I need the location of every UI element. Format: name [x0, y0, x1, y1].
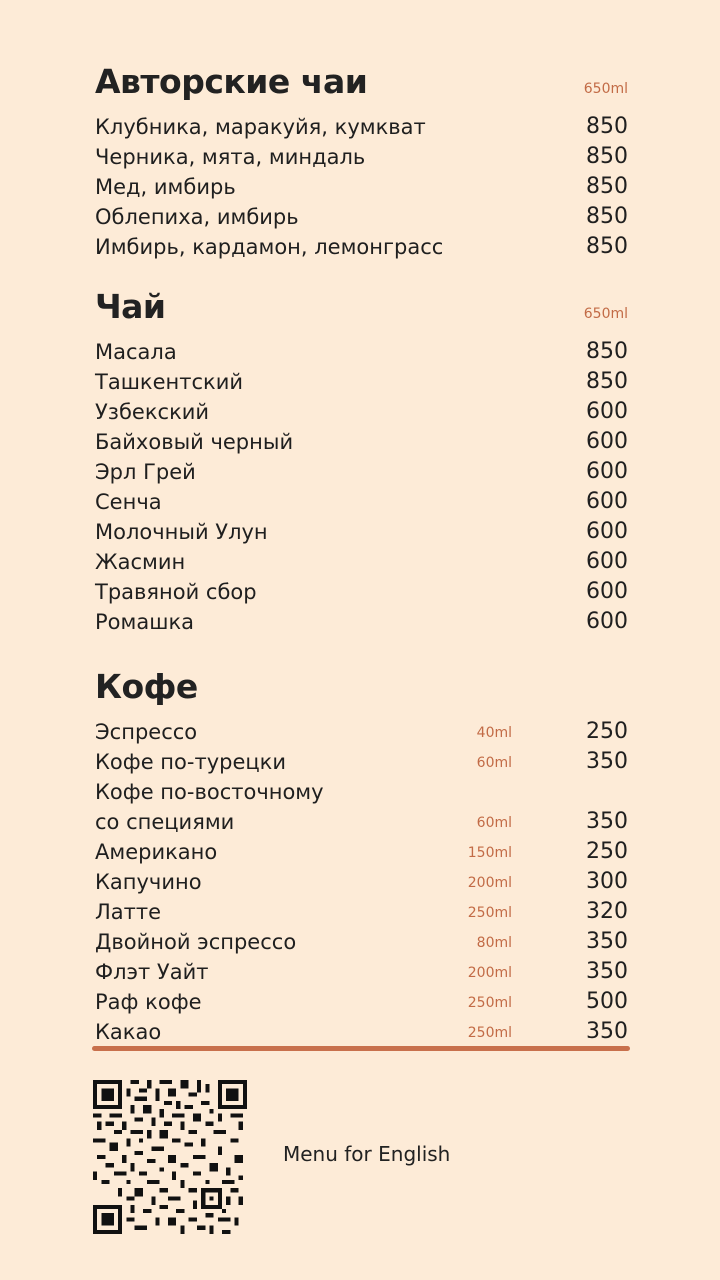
qr-code-icon[interactable]: [93, 1080, 247, 1234]
item-price: 850: [586, 369, 628, 394]
menu-item: [95, 747, 628, 777]
menu-item: [95, 607, 628, 637]
item-name: Клубника, маракуйя, кумкват: [95, 115, 426, 139]
item-name: Эспрессо: [95, 720, 198, 744]
item-volume: 150ml: [467, 845, 512, 861]
item-price: 850: [586, 204, 628, 229]
item-price: 350: [586, 1019, 628, 1044]
item-name: со специями: [95, 810, 235, 834]
menu-item: [95, 837, 628, 867]
item-name: Какао: [95, 1020, 162, 1044]
menu-item: [95, 487, 628, 517]
item-name: Имбирь, кардамон, лемонграсс: [95, 235, 444, 259]
item-price: 850: [586, 234, 628, 259]
item-volume: 250ml: [467, 995, 512, 1011]
item-price: 600: [586, 489, 628, 514]
menu-item: [95, 577, 628, 607]
item-volume: 200ml: [467, 965, 512, 981]
item-price: 850: [586, 174, 628, 199]
menu-item: [95, 897, 628, 927]
section-volume: 650ml: [583, 81, 628, 97]
section-volume: 650ml: [583, 306, 628, 322]
menu-item: [95, 172, 628, 202]
item-name: Капучино: [95, 870, 202, 894]
item-name: Молочный Улун: [95, 520, 268, 544]
item-price: 600: [586, 459, 628, 484]
item-price: 250: [586, 839, 628, 864]
menu-item: [95, 927, 628, 957]
item-name: Американо: [95, 840, 218, 864]
item-name: Узбекский: [95, 400, 210, 424]
menu-item: [95, 427, 628, 457]
item-price: 600: [586, 399, 628, 424]
menu-item: [95, 957, 628, 987]
item-price: 600: [586, 549, 628, 574]
menu-item: [95, 547, 628, 577]
menu-item: [95, 717, 628, 747]
item-price: 350: [586, 959, 628, 984]
item-name: Эрл Грей: [95, 460, 196, 484]
item-price: 350: [586, 809, 628, 834]
item-price: 600: [586, 609, 628, 634]
item-price: 600: [586, 429, 628, 454]
section-coffee: [95, 667, 628, 1047]
item-name: Байховый черный: [95, 430, 294, 454]
item-name: Сенча: [95, 490, 162, 514]
menu-item: [95, 112, 628, 142]
menu-item: [95, 987, 628, 1017]
item-volume: 250ml: [467, 1025, 512, 1041]
menu: [95, 62, 628, 1047]
item-name: Кофе по-восточному: [95, 780, 324, 804]
item-volume: 200ml: [467, 875, 512, 891]
section-title: Чай: [95, 287, 166, 326]
menu-item: [95, 807, 628, 837]
menu-item: [95, 142, 628, 172]
section-title: Авторские чаи: [95, 62, 368, 101]
item-volume: 60ml: [476, 755, 512, 771]
section-title: Кофе: [95, 667, 198, 706]
item-price: 850: [586, 144, 628, 169]
menu-item: [95, 367, 628, 397]
item-volume: 40ml: [476, 725, 512, 741]
item-price: 320: [586, 899, 628, 924]
item-name: Ташкентский: [95, 370, 244, 394]
item-price: 850: [586, 114, 628, 139]
menu-item: [95, 232, 628, 262]
menu-item: [95, 202, 628, 232]
item-name: Масала: [95, 340, 177, 364]
item-name: Двойной эспрессо: [95, 930, 297, 954]
section-header: [95, 62, 628, 104]
qr-caption: Menu for English: [283, 1142, 451, 1166]
item-name: Флэт Уайт: [95, 960, 209, 984]
item-price: 300: [586, 869, 628, 894]
section-author-teas: [95, 62, 628, 262]
section-tea: [95, 287, 628, 637]
item-name: Жасмин: [95, 550, 186, 574]
item-name: Раф кофе: [95, 990, 202, 1014]
item-price: 600: [586, 519, 628, 544]
item-price: 500: [586, 989, 628, 1014]
item-name: Латте: [95, 900, 162, 924]
menu-item: [95, 397, 628, 427]
item-price: 600: [586, 579, 628, 604]
item-name: Кофе по-турецки: [95, 750, 286, 774]
item-volume: 60ml: [476, 815, 512, 831]
item-name: Облепиха, имбирь: [95, 205, 299, 229]
item-volume: 80ml: [476, 935, 512, 951]
item-name: Ромашка: [95, 610, 194, 634]
menu-item: [95, 517, 628, 547]
menu-item: [95, 777, 628, 807]
menu-item: [95, 337, 628, 367]
section-header: [95, 667, 628, 709]
item-price: 350: [586, 929, 628, 954]
menu-item: [95, 867, 628, 897]
item-name: Мед, имбирь: [95, 175, 236, 199]
item-volume: 250ml: [467, 905, 512, 921]
item-name: Травяной сбор: [95, 580, 257, 604]
menu-item: [95, 1017, 628, 1047]
item-name: Черника, мята, миндаль: [95, 145, 366, 169]
item-price: 350: [586, 749, 628, 774]
menu-item: [95, 457, 628, 487]
divider: [92, 1046, 630, 1051]
item-price: 850: [586, 339, 628, 364]
section-header: [95, 287, 628, 329]
item-price: 250: [586, 719, 628, 744]
